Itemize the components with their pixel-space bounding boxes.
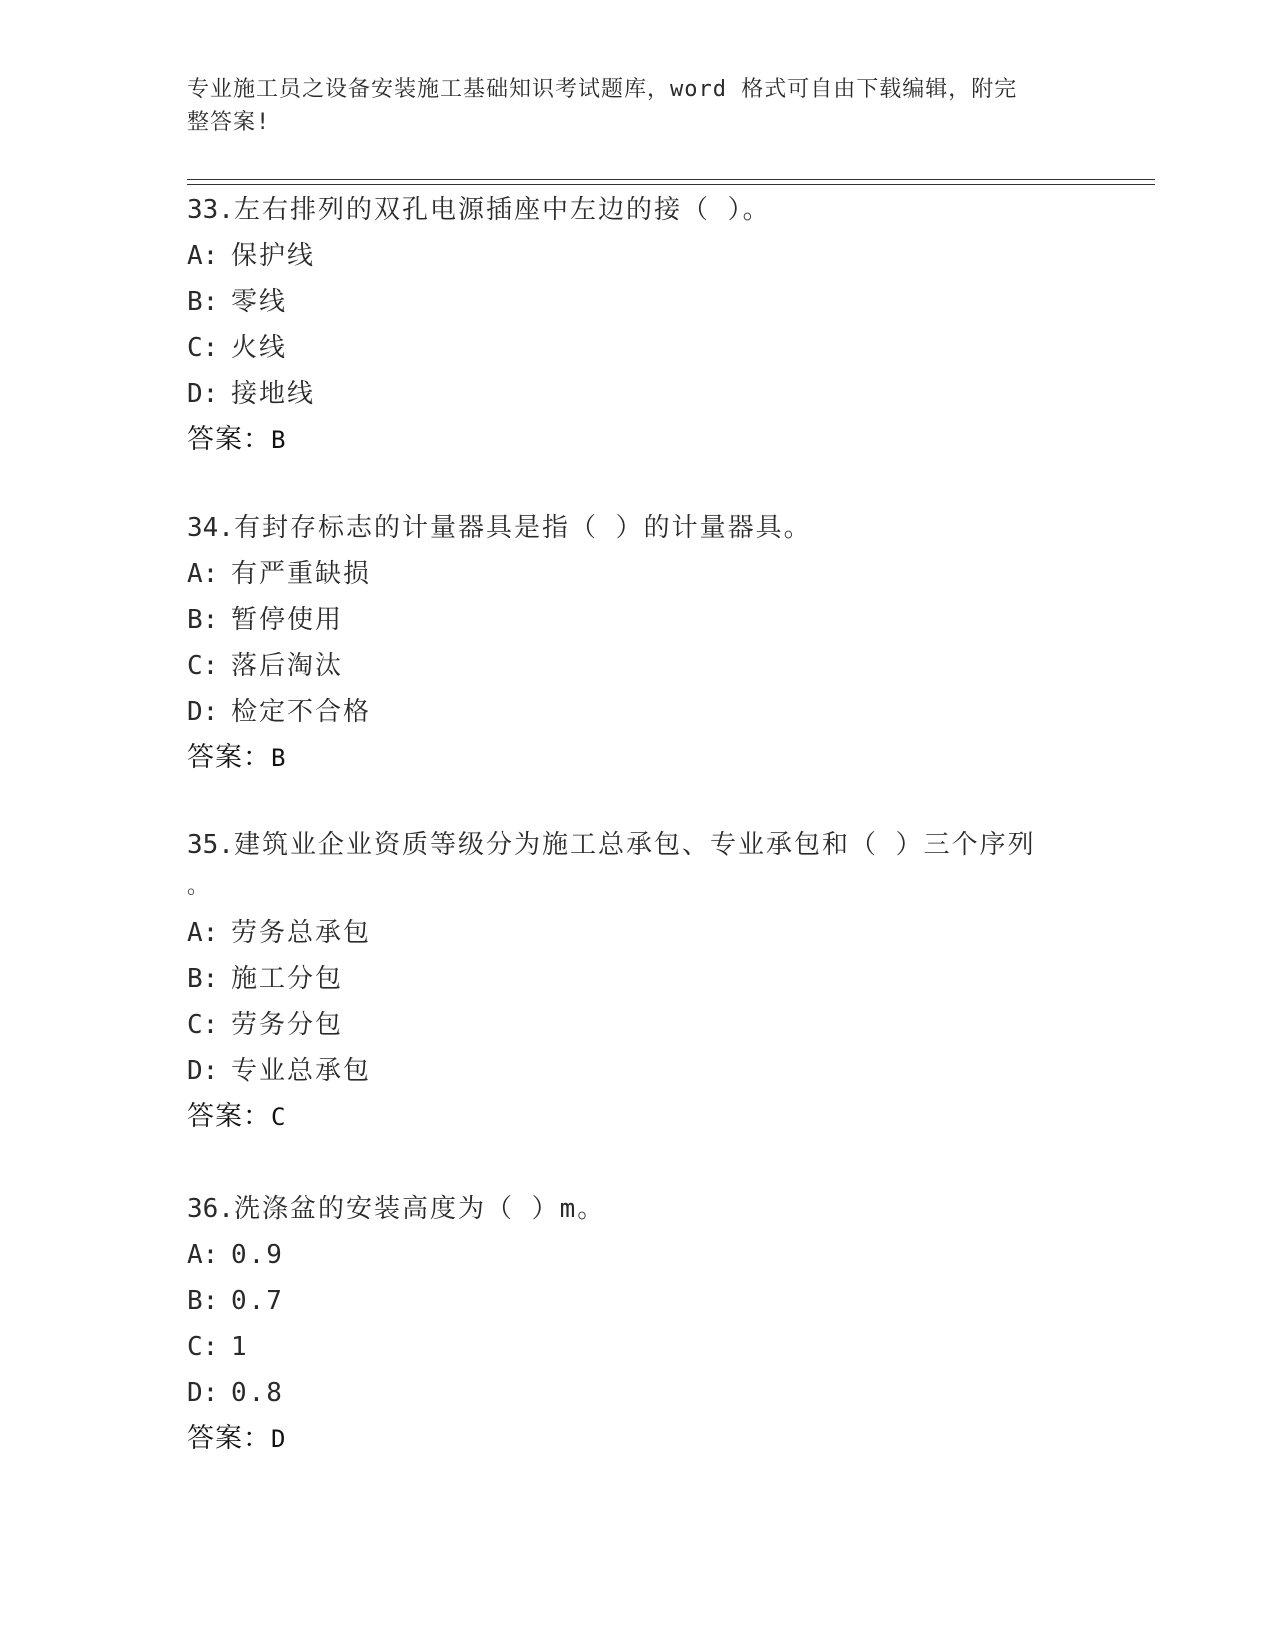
answer-line — [187, 740, 1087, 776]
option-b — [187, 284, 1087, 320]
option-text: 0.8 — [231, 1378, 284, 1408]
option-letter: D: — [187, 1056, 219, 1086]
option-text: 劳务分包 — [231, 1010, 344, 1040]
option-b — [187, 602, 1087, 638]
option-letter: D: — [187, 697, 219, 727]
option-text: 0.9 — [231, 1240, 284, 1270]
option-letter: A: — [187, 918, 219, 948]
header-line-2: 整答案! — [187, 110, 271, 135]
answer-value: D — [271, 1425, 287, 1453]
question-stem — [187, 1191, 1087, 1227]
option-c — [187, 1329, 1087, 1365]
question-number: 34. — [187, 513, 234, 543]
question-text: 建筑业企业资质等级分为施工总承包、专业承包和（ ）三个序列 — [233, 830, 1036, 860]
option-letter: B: — [187, 1286, 219, 1316]
option-text: 暂停使用 — [231, 605, 344, 635]
answer-label: 答案： — [187, 742, 271, 773]
question-stem — [187, 827, 1087, 863]
option-c — [187, 1007, 1087, 1043]
option-letter: A: — [187, 241, 219, 271]
option-letter: B: — [187, 964, 219, 994]
answer-value: B — [271, 426, 287, 454]
option-text: 零线 — [231, 287, 288, 317]
option-letter: C: — [187, 651, 219, 681]
answer-value: B — [271, 744, 287, 772]
option-d — [187, 1375, 1087, 1411]
option-a — [187, 556, 1087, 592]
question-text: 有封存标志的计量器具是指（ ）的计量器具。 — [233, 513, 812, 543]
option-text: 专业总承包 — [231, 1056, 372, 1086]
header-divider-bottom — [187, 184, 1155, 185]
question-number: 36. — [187, 1194, 234, 1224]
option-letter: B: — [187, 605, 219, 635]
option-d — [187, 694, 1087, 730]
header-divider-top — [187, 179, 1155, 180]
question-34 — [187, 510, 1087, 776]
answer-label: 答案： — [187, 1101, 271, 1132]
answer-label: 答案： — [187, 1423, 271, 1454]
question-stem-tail: 。 — [187, 874, 210, 899]
option-b — [187, 961, 1087, 997]
question-stem — [187, 192, 1087, 228]
option-text: 保护线 — [231, 241, 316, 271]
option-letter: B: — [187, 287, 219, 317]
answer-value: C — [271, 1103, 287, 1131]
option-text: 落后淘汰 — [231, 651, 344, 681]
option-a — [187, 1237, 1087, 1273]
option-text: 接地线 — [231, 379, 316, 409]
answer-line — [187, 1099, 1087, 1135]
question-33 — [187, 192, 1087, 458]
question-35 — [187, 827, 1087, 1135]
option-c — [187, 330, 1087, 366]
option-b — [187, 1283, 1087, 1319]
question-text: 左右排列的双孔电源插座中左边的接（ ）。 — [233, 195, 771, 225]
option-letter: D: — [187, 379, 219, 409]
question-number: 33. — [187, 195, 234, 225]
option-a — [187, 915, 1087, 951]
option-d — [187, 1053, 1087, 1089]
document-header — [187, 73, 1077, 139]
option-text: 检定不合格 — [231, 697, 372, 727]
option-text: 火线 — [231, 333, 288, 363]
question-stem — [187, 510, 1087, 546]
answer-line — [187, 1421, 1087, 1457]
option-c — [187, 648, 1087, 684]
option-letter: C: — [187, 1010, 219, 1040]
option-text: 施工分包 — [231, 964, 344, 994]
question-text: 洗涤盆的安装高度为（ ）m。 — [233, 1194, 606, 1224]
answer-line — [187, 422, 1087, 458]
option-letter: D: — [187, 1378, 219, 1408]
option-letter: C: — [187, 1332, 219, 1362]
option-text: 有严重缺损 — [231, 559, 372, 589]
answer-label: 答案： — [187, 424, 271, 455]
option-a — [187, 238, 1087, 274]
option-text: 0.7 — [231, 1286, 284, 1316]
question-number: 35. — [187, 830, 234, 860]
header-line-1: 专业施工员之设备安装施工基础知识考试题库，word 格式可自由下载编辑，附完 — [187, 77, 1018, 102]
option-text: 1 — [231, 1332, 249, 1362]
option-letter: A: — [187, 559, 219, 589]
option-d — [187, 376, 1087, 412]
question-36 — [187, 1191, 1087, 1457]
option-letter: C: — [187, 333, 219, 363]
option-text: 劳务总承包 — [231, 918, 372, 948]
option-letter: A: — [187, 1240, 219, 1270]
